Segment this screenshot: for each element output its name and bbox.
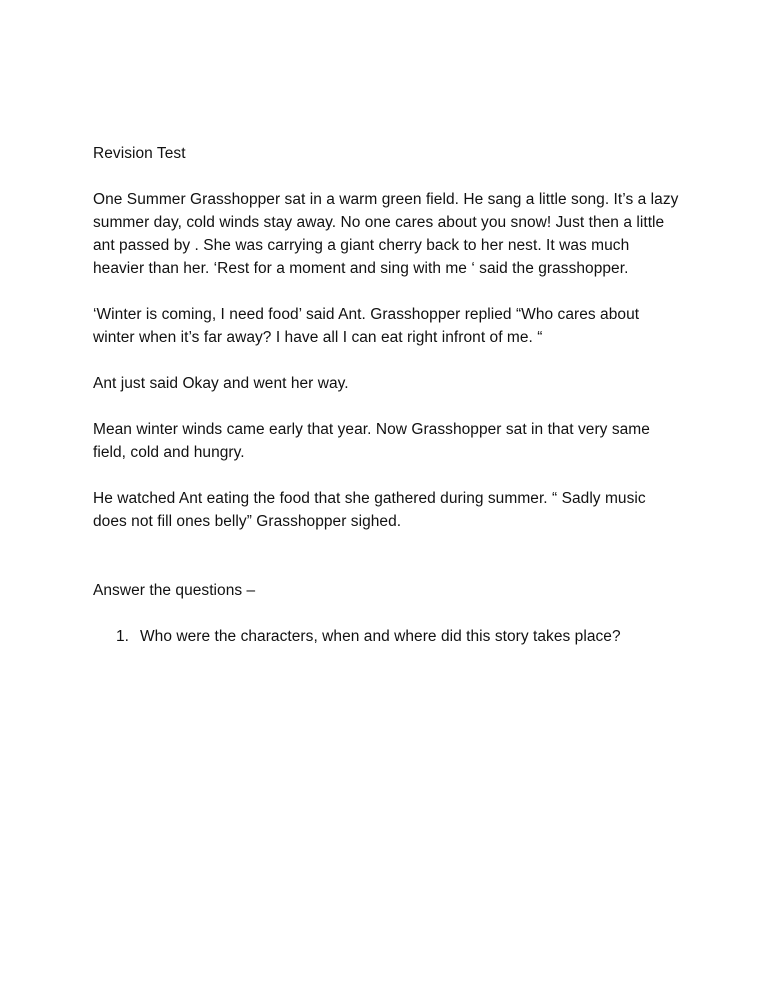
document-title: Revision Test (93, 145, 186, 162)
question-text: Who were the characters, when and where did this story takes place? (140, 628, 621, 645)
question-list (93, 625, 683, 648)
question-item (93, 625, 683, 648)
questions-heading: Answer the questions – (93, 582, 256, 599)
question-number: 1. (116, 628, 130, 645)
story-paragraph-4: Mean winter winds came early that year. Now Grasshopper sat in that very same field, cold and hungry. (93, 421, 650, 461)
story-paragraph-1: One Summer Grasshopper sat in a warm green field. He sang a little song. It’s a lazy summer day, cold winds stay away. No one cares about you snow! Just then a little ant passed by . She was carrying a giant cherry back to her nest. It was much heavier than her. ‘Rest for a moment and sing with me ‘ said the grasshopper. (93, 191, 679, 277)
story-paragraph-5: He watched Ant eating the food that she gathered during summer. “ Sadly music does not fill ones belly” Grasshopper sighed. (93, 490, 646, 530)
story-paragraph-2: ‘Winter is coming, I need food’ said Ant. Grasshopper replied “Who cares about winter when it’s far away? I have all I can eat right infront of me. “ (93, 306, 640, 346)
document-page (93, 142, 683, 648)
story-paragraph-3: Ant just said Okay and went her way. (93, 375, 349, 392)
